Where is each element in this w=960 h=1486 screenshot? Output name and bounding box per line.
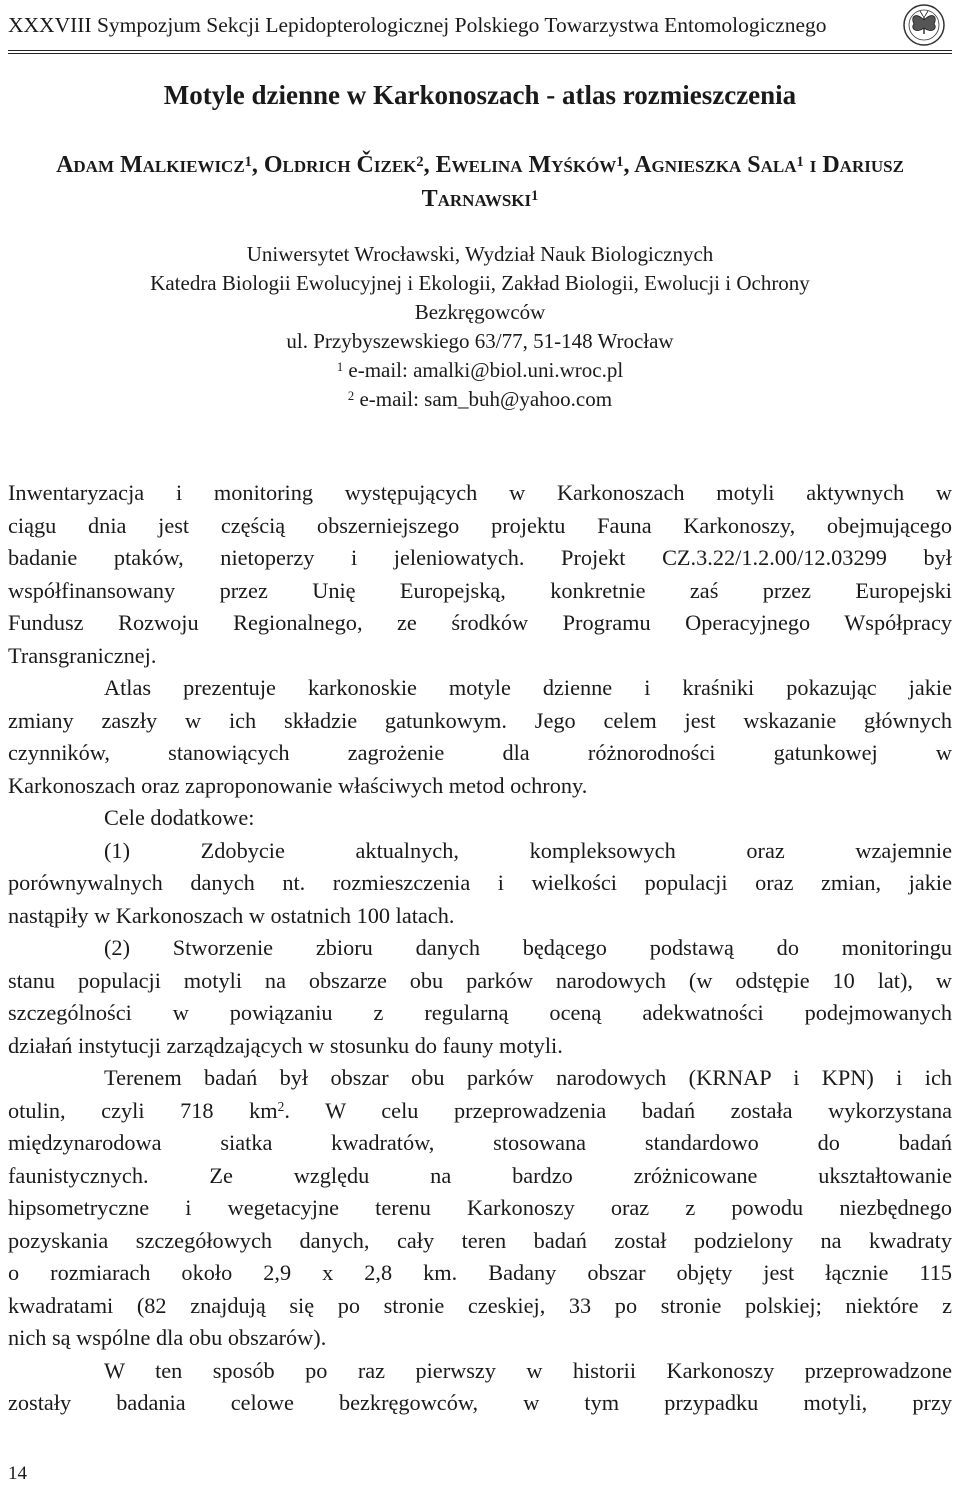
paragraph-intro xyxy=(8,477,952,672)
author-name: Adam Malkiewicz xyxy=(56,152,245,178)
article-title: Motyle dzienne w Karkonoszach - atlas rozmieszczenia xyxy=(163,80,797,110)
author-list xyxy=(30,148,930,216)
text-line: (1) Zdobycie aktualnych, kompleksowych oraz wzajemnie xyxy=(104,837,952,863)
page-number: 14 xyxy=(8,1463,27,1484)
text-line: nich są wspólne dla obu obszarów). xyxy=(8,1325,327,1350)
author-affiliation-mark: 1 xyxy=(244,153,252,170)
header-rule-bottom xyxy=(8,53,952,54)
text-line: badanie ptaków, nietoperzy i jeleniowatych. Projekt CZ.3.22/1.2.00/12.03299 był xyxy=(8,545,952,570)
email-mark: 2 xyxy=(347,389,355,404)
butterfly-seal-icon xyxy=(894,2,954,48)
text-line: Inwentaryzacja i monitoring występujących w Karkonoszach motyli aktywnych w xyxy=(8,480,952,505)
text-line: kwadratami (82 znajdują się po stronie czeskiej, 33 po stronie polskiej; niektóre z xyxy=(8,1292,952,1318)
text-line: Transgranicznej. xyxy=(8,642,157,668)
text-line: W ten sposób po raz pierwszy w historii Karkonoszy przeprowadzone xyxy=(104,1357,952,1383)
author-affiliation-mark: 1 xyxy=(796,153,804,170)
text-line: Fundusz Rozwoju Regionalnego, ze środków Programu Operacyjnego Współpracy xyxy=(8,610,952,635)
author-affiliation-mark: 1 xyxy=(531,187,539,204)
text-line: Atlas prezentuje karkonoskie motyle dzienne i kraśniki pokazując jakie xyxy=(104,675,952,700)
paragraph-goals-heading xyxy=(8,802,952,835)
paragraph-study-area xyxy=(8,1062,952,1355)
affiliation-address: ul. Przybyszewskiego 63/77, 51-148 Wrocław xyxy=(286,329,674,353)
author-separator: , xyxy=(423,152,436,178)
author-name: Dariusz Tarnawski xyxy=(421,152,904,212)
text-line: nastąpiły w Karkonoszach w ostatnich 100 latach. xyxy=(8,902,455,928)
author-separator: , xyxy=(251,152,264,178)
text-line: (2) Stworzenie zbioru danych będącego podstawą do monitoringu xyxy=(104,935,952,960)
author-name: Agnieszka Sala xyxy=(634,152,797,178)
affiliation-block xyxy=(40,240,920,414)
affiliation-email-1 xyxy=(40,356,920,385)
email-2: e-mail: sam_buh@yahoo.com xyxy=(359,387,613,411)
text-line: zmiany zaszły w ich składzie gatunkowym. Jego celem jest wskazanie głównych xyxy=(8,707,952,733)
text-line: Karkonoszach oraz zaproponowanie właściwych metod ochrony. xyxy=(8,772,588,798)
header-rule-top xyxy=(8,50,952,51)
affiliation-department: Katedra Biologii Ewolucyjnej i Ekologii, Zakład Biologii, Ewolucji i Ochrony xyxy=(150,271,810,295)
author-affiliation-mark: 2 xyxy=(416,153,424,170)
email-1: e-mail: amalki@biol.uni.wroc.pl xyxy=(348,358,624,382)
text-line: szczególności w powiązaniu z regularną oceną adekwatności podejmowanych xyxy=(8,1000,952,1025)
text-line: hipsometryczne i wegetacyjne terenu Karkonoszy oraz z powodu niezbędnego xyxy=(8,1195,952,1220)
author-separator: i xyxy=(803,152,823,178)
text-line: międzynarodowa siatka kwadratów, stosowana standardowo do badań xyxy=(8,1130,952,1155)
affiliation-university: Uniwersytet Wrocławski, Wydział Nauk Biologicznych xyxy=(246,242,714,266)
author-separator: , xyxy=(623,152,635,178)
text-line: współfinansowany przez Unię Europejską, konkretnie zaś przez Europejski xyxy=(8,577,952,603)
text-line: Cele dodatkowe: xyxy=(104,805,255,830)
text-line: stanu populacji motyli na obszarze obu parków narodowych (w odstępie 10 lat), w xyxy=(8,967,952,993)
text-line: ciągu dnia jest częścią obszerniejszego projektu Fauna Karkonoszy, obejmującego xyxy=(8,512,952,538)
text-fragment: . W celu przeprowadzenia badań została wykorzystana xyxy=(284,1097,952,1123)
text-line: zostały badania celowe bezkręgowców, w tym przypadku motyli, przy xyxy=(8,1390,952,1415)
text-line: czynników, stanowiących zagrożenie dla różnorodności gatunkowej w xyxy=(8,740,952,765)
text-line xyxy=(8,1095,952,1128)
text-line: porównywalnych danych nt. rozmieszczenia i wielkości populacji oraz zmian, jakie xyxy=(8,870,952,895)
text-line: o rozmiarach około 2,9 x 2,8 km. Badany obszar objęty jest łącznie 115 xyxy=(8,1260,952,1285)
article-body xyxy=(8,477,952,1420)
author-affiliation-mark: 1 xyxy=(616,153,624,170)
paragraph-goal-2 xyxy=(8,932,952,1062)
paragraph-goal-1 xyxy=(8,835,952,933)
text-fragment: otulin, czyli 718 km xyxy=(8,1097,278,1123)
superscript: 2 xyxy=(277,1099,285,1115)
paragraph-atlas xyxy=(8,672,952,802)
affiliation-email-2 xyxy=(40,385,920,414)
author-name: Oldrich Čizek xyxy=(263,152,417,178)
text-line: działań instytucji zarządzających w stosunku do fauny motyli. xyxy=(8,1032,563,1058)
paragraph-first-time xyxy=(8,1355,952,1420)
email-mark: 1 xyxy=(336,360,344,375)
text-line: Terenem badań był obszar obu parków narodowych (KRNAP i KPN) i ich xyxy=(104,1065,952,1090)
author-name: Ewelina Myśków xyxy=(435,152,617,178)
text-line: pozyskania szczegółowych danych, cały teren badań został podzielony na kwadraty xyxy=(8,1227,952,1253)
running-header: XXXVIII Sympozjum Sekcji Lepidopterologicznej Polskiego Towarzystwa Entomologicznego xyxy=(8,13,827,37)
affiliation-department-cont: Bezkręgowców xyxy=(414,300,546,324)
text-line: faunistycznych. Ze względu na bardzo zróżnicowane ukształtowanie xyxy=(8,1162,952,1188)
